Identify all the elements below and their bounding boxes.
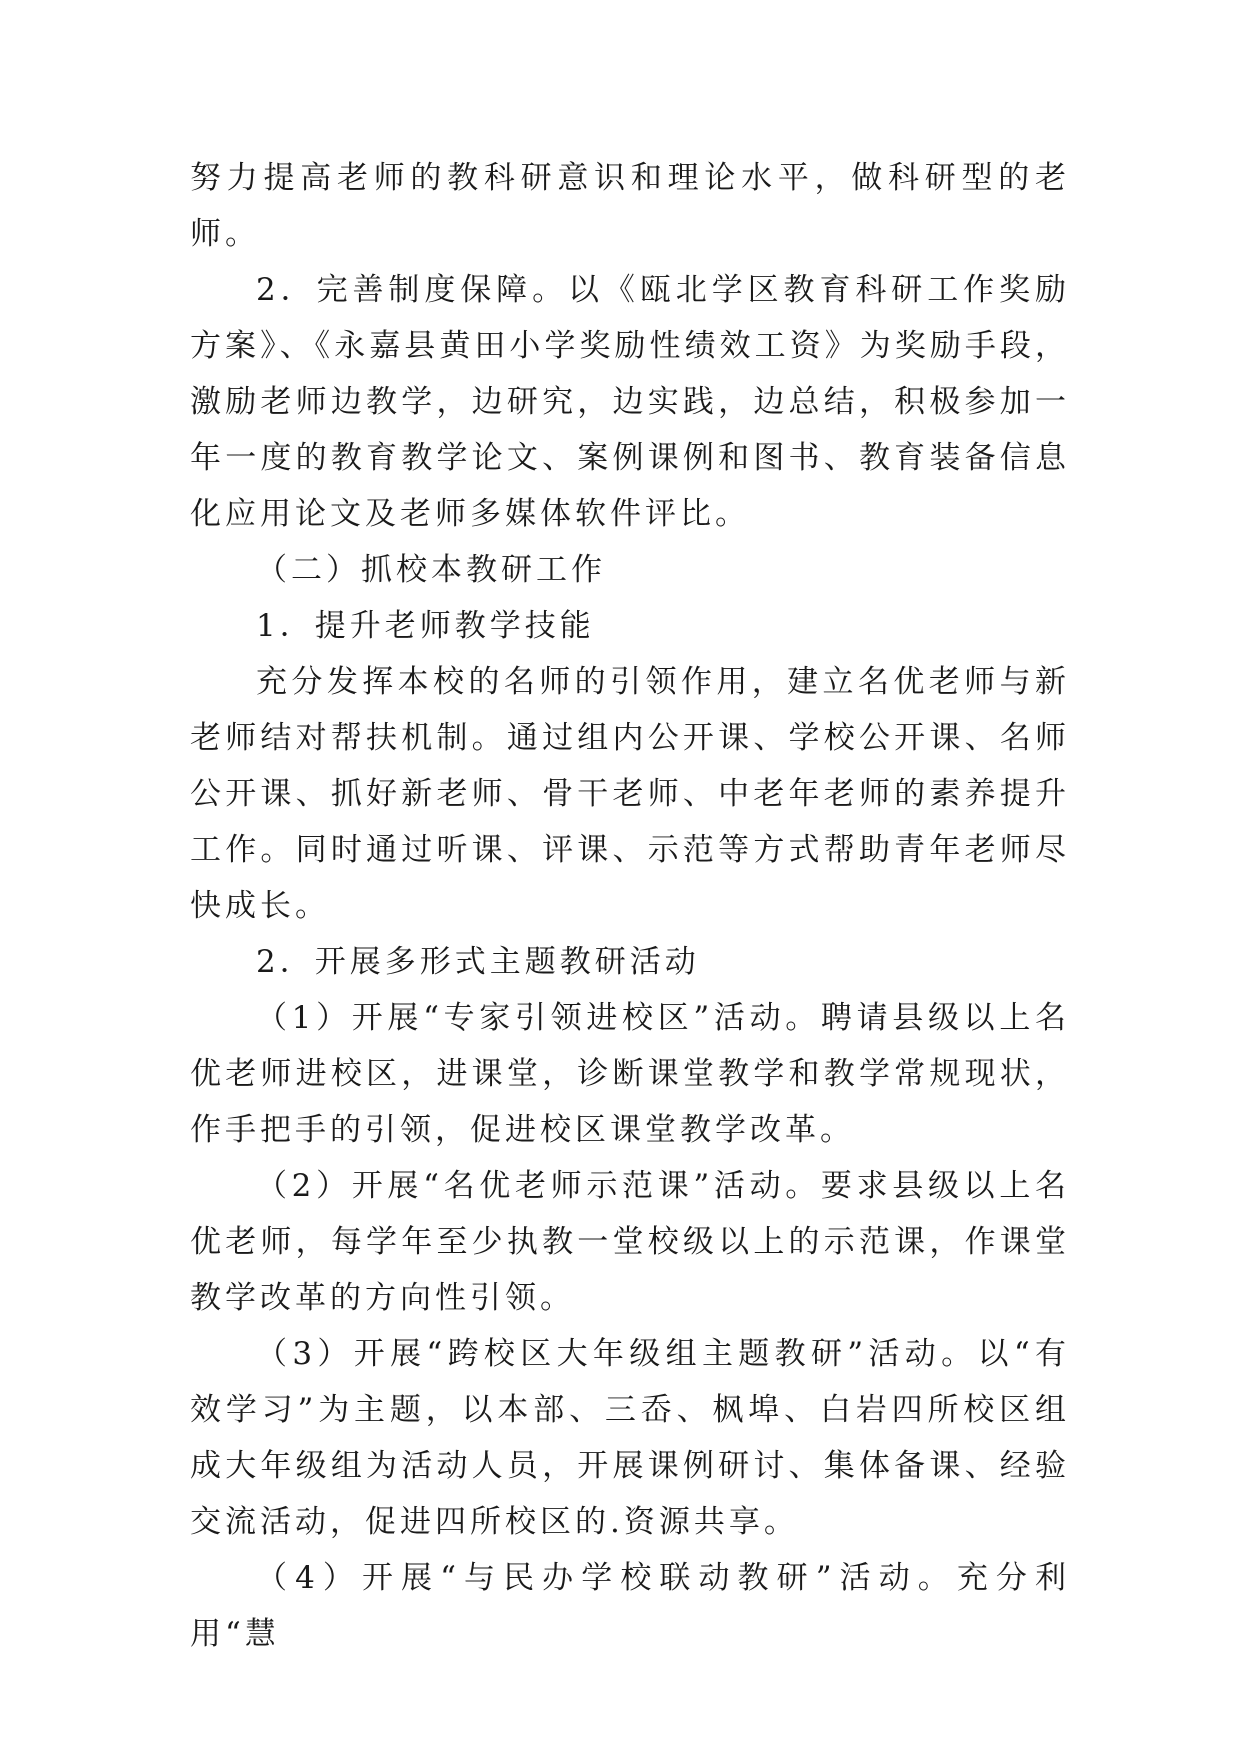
paragraph-item-3: （3）开展“跨校区大年级组主题教研”活动。以“有效学习”为主题，以本部、三岙、枫埠、白岩四所校区组成大年级组为活动人员，开展课例研讨、集体备课、经验交流活动，促进四所校区的.资源共享。 xyxy=(190,1336,1070,1540)
subheading-2: 2．开展多形式主题教研活动 xyxy=(256,944,700,980)
paragraph-3: 充分发挥本校的名师的引领作用，建立名优老师与新老师结对帮扶机制。通过组内公开课、学校公开课、名师公开课、抓好新老师、骨干老师、中老年老师的素养提升工作。同时通过听课、评课、示范等方式帮助青年老师尽快成长。 xyxy=(190,664,1070,924)
paragraph-item-4: （4）开展“与民办学校联动教研”活动。充分利用“慧 xyxy=(190,1560,1070,1652)
paragraph-2: 2．完善制度保障。以《瓯北学区教育科研工作奖励方案》、《永嘉县黄田小学奖励性绩效工资》为奖励手段，激励老师边教学，边研究，边实践，边总结，积极参加一年一度的教育教学论文、案例课例和图书、教育装备信息化应用论文及老师多媒体软件评比。 xyxy=(190,272,1070,532)
section-heading-2: （二）抓校本教研工作 xyxy=(256,552,606,588)
paragraph-1: 努力提高老师的教科研意识和理论水平，做科研型的老师。 xyxy=(190,160,1070,252)
subheading-1: 1．提升老师教学技能 xyxy=(256,608,595,644)
paragraph-item-1: （1）开展“专家引领进校区”活动。聘请县级以上名优老师进校区，进课堂，诊断课堂教学和教学常规现状，作手把手的引领，促进校区课堂教学改革。 xyxy=(190,1000,1070,1148)
document-body xyxy=(190,150,1070,1662)
paragraph-item-2: （2）开展“名优老师示范课”活动。要求县级以上名优老师，每学年至少执教一堂校级以上的示范课，作课堂教学改革的方向性引领。 xyxy=(190,1168,1070,1316)
